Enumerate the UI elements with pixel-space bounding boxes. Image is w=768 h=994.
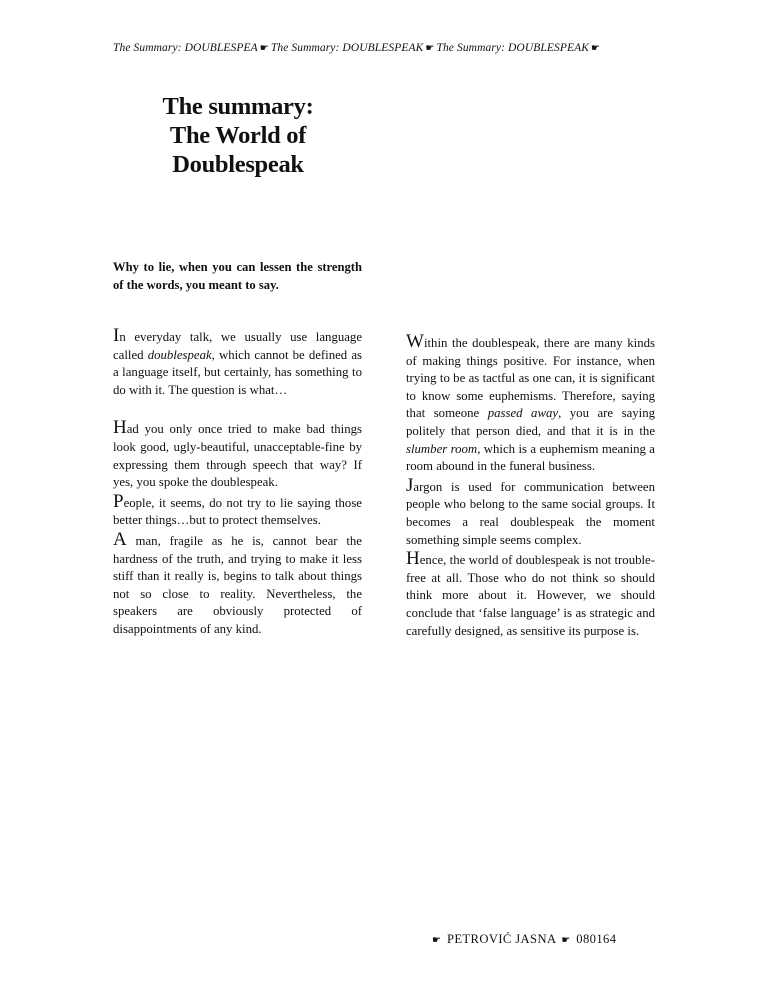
intro-question: Why to lie, when you can lessen the strength of the words, you meant to say.: [113, 260, 362, 292]
paragraph: People, it seems, do not try to lie saying those better things…but to protect themselves.: [113, 490, 362, 528]
paragraph: Had you only once tried to make bad things look good, ugly-beautiful, unacceptable-fine by expressing them through speech that way? If yes, you spoke the doublespeak.: [113, 417, 362, 490]
header-text: The Summary: DOUBLESPEAK: [270, 42, 424, 54]
drop-cap: H: [406, 548, 420, 570]
author-name: PETROVIĆ JASNA: [446, 932, 556, 946]
left-column: [113, 325, 362, 639]
paragraph: In everyday talk, we usually use language called doublespeak, which cannot be defined as a language itself, but certainly, has something to do with it. The question is what…: [113, 325, 362, 397]
drop-cap: P: [113, 490, 124, 512]
student-id: 080164: [576, 932, 617, 946]
running-header: [113, 42, 673, 54]
paragraph: A man, fragile as he is, cannot bear the hardness of the truth, and trying to make it less stiff than it really is, begins to talk about things not so close to reality. Nevertheless, the speakers are obviously protected of disappointments of any kind.: [113, 528, 362, 636]
speaker-head-icon: ☛: [259, 43, 269, 54]
speaker-head-icon: ☛: [432, 935, 442, 946]
paragraph: Hence, the world of doublespeak is not trouble-free at all. Those who do not think so should think more about it. However, we should conclude that ‘false language’ is as strategic and carefully designed, as sensitive its purpose is.: [406, 548, 655, 638]
speaker-head-icon: ☛: [561, 935, 571, 946]
drop-cap: I: [113, 325, 120, 346]
drop-cap: H: [113, 417, 127, 439]
paragraph: Within the doublespeak, there are many kinds of making things positive. For instance, when trying to be as tactful as one can, it is significant to know some euphemisms. Therefore, saying that someone passed away, you are saying politely that person died, and that it is in the slumber room, which is a euphemism meaning a room abound in the funeral business.: [406, 331, 656, 474]
speaker-head-icon: ☛: [590, 43, 601, 54]
title-line: The World of: [169, 122, 307, 149]
drop-cap: W: [406, 331, 424, 352]
paragraph: Jargon is used for communication between people who belong to the same social groups. It becomes a real doublespeak the moment something simple seems complex.: [406, 474, 655, 547]
speaker-head-icon: ☛: [425, 43, 435, 54]
header-text: The Summary: DOUBLESPEAK: [436, 42, 589, 54]
page-title: [118, 92, 358, 179]
drop-cap: A: [113, 528, 127, 550]
title-line: Doublespeak: [172, 151, 304, 178]
title-line: The summary:: [162, 93, 314, 120]
footer: [430, 932, 670, 947]
header-text: The Summary: DOUBLESPEA: [113, 42, 258, 54]
right-column: [406, 331, 656, 640]
drop-cap: J: [406, 474, 414, 496]
